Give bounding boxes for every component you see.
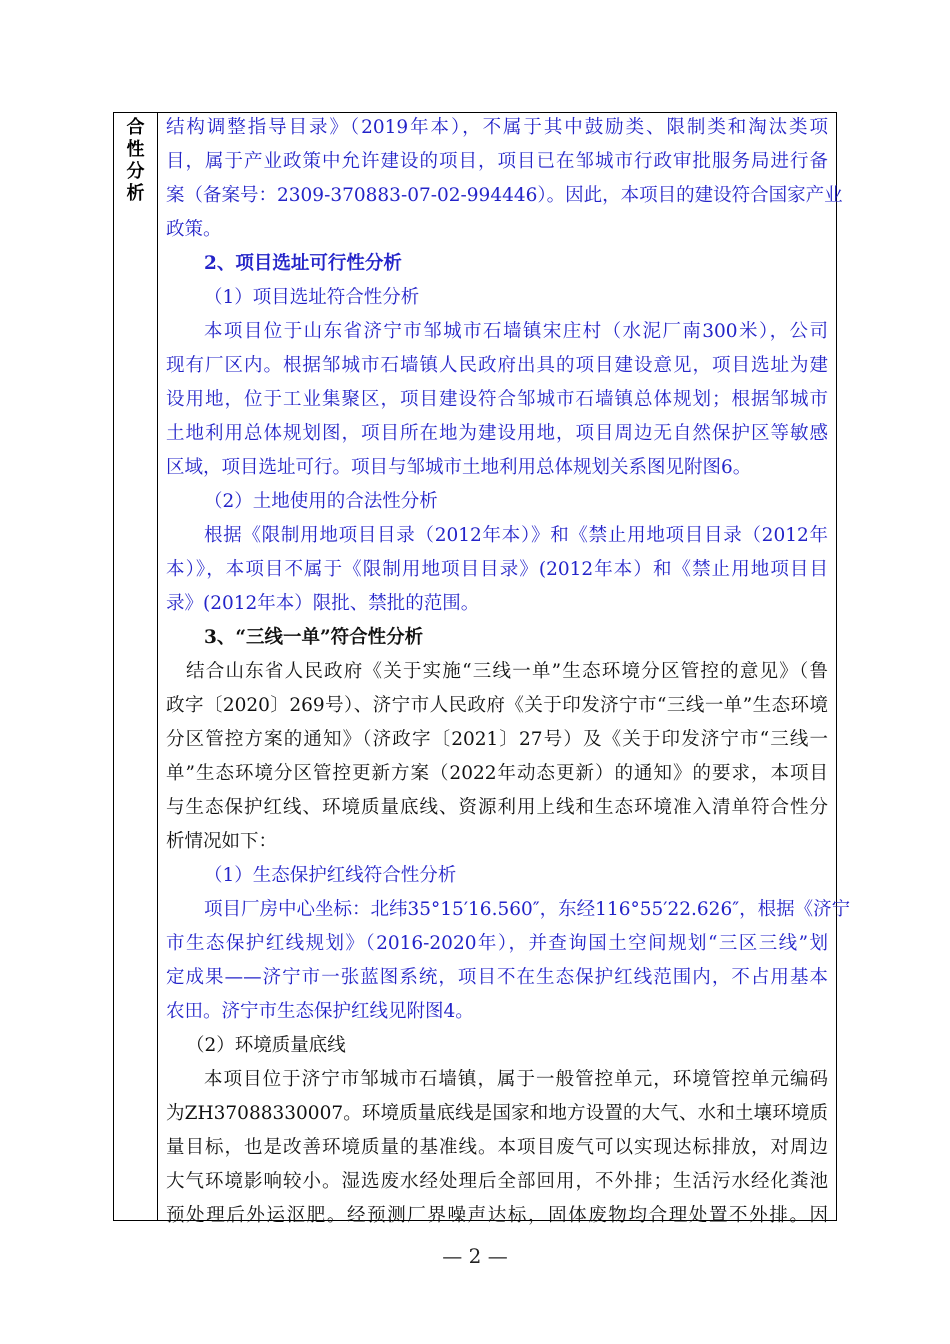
text-line: 政策。 (166, 219, 222, 240)
text-line: 析情况如下： (166, 831, 278, 852)
content-cell (166, 111, 851, 1233)
text-line: 大气环境影响较小。湿选废水经处理后全部回用，不外排；生活污水经化粪池 (166, 1171, 828, 1192)
text-line: 定成果——济宁市一张蓝图系统，项目不在生态保护红线范围内，不占用基本 (166, 967, 828, 988)
text-line: 单”生态环境分区管控更新方案（2022年动态更新）的通知》的要求，本项目 (166, 763, 828, 784)
text-line: 量目标，也是改善环境质量的基准线。本项目废气可以实现达标排放，对周边 (166, 1137, 828, 1158)
text-line: 政字〔2020〕269号）、济宁市人民政府《关于印发济宁市“三线一单”生态环境 (166, 695, 828, 716)
side-label-char: 分 (126, 161, 145, 182)
text-line: 项目厂房中心坐标：北纬35°15′16.560″，东经116°55′22.626″，根据《济宁 (204, 899, 851, 920)
subsection-heading: （2）土地使用的合法性分析 (204, 491, 438, 512)
text-line: 本项目位于山东省济宁市邹城市石墙镇宋庄村（水泥厂南300米），公司 (204, 321, 828, 342)
page-number: — 2 — (442, 1244, 508, 1268)
text-line: 农田。济宁市生态保护红线见附图4。 (166, 1001, 474, 1022)
section-heading: 3、“三线一单”符合性分析 (204, 627, 424, 648)
text-line: 分区管控方案的通知》（济政字〔2021〕27号）及《关于印发济宁市“三线一 (166, 729, 828, 750)
text-line: 录》(2012年本）限批、禁批的范围。 (166, 593, 480, 614)
text-line: 本）》，本项目不属于《限制用地项目目录》(2012年本）和《禁止用地项目目 (166, 559, 828, 580)
section-heading: 2、项目选址可行性分析 (204, 253, 402, 274)
text-line: 为ZH37088330007。环境质量底线是国家和地方设置的大气、水和土壤环境质 (166, 1103, 828, 1124)
text-line: 目，属于产业政策中允许建设的项目，项目已在邹城市行政审批服务局进行备 (166, 151, 828, 172)
column-divider (157, 113, 158, 1220)
side-label (114, 117, 157, 205)
text-line: 案（备案号：2309-370883-07-02-994446）。因此，本项目的建设符合国家产业 (166, 185, 843, 206)
text-line: 与生态保护红线、环境质量底线、资源利用上线和生态环境准入清单符合性分 (166, 797, 828, 818)
text-line: 市生态保护红线规划》（2016-2020年），并查询国土空间规划“三区三线”划 (166, 933, 828, 954)
subsection-heading: （2）环境质量底线 (186, 1035, 346, 1056)
subsection-heading: （1）项目选址符合性分析 (204, 287, 420, 308)
subsection-heading: （1）生态保护红线符合性分析 (204, 865, 457, 886)
text-line: 现有厂区内。根据邹城市石墙镇人民政府出具的项目建设意见，项目选址为建 (166, 355, 828, 376)
side-label-char: 析 (126, 183, 145, 204)
text-line: 本项目位于济宁市邹城市石墙镇，属于一般管控单元，环境管控单元编码 (204, 1069, 828, 1090)
side-label-char: 性 (126, 139, 145, 160)
side-label-char: 合 (126, 117, 145, 138)
text-line: 土地利用总体规划图，项目所在地为建设用地，项目周边无自然保护区等敏感 (166, 423, 828, 444)
text-line: 结合山东省人民政府《关于实施“三线一单”生态环境分区管控的意见》（鲁 (186, 661, 828, 682)
text-line: 预处理后外运沤肥。经预测厂界噪声达标，固体废物均合理处置不外排。因 (166, 1205, 828, 1226)
text-line: 结构调整指导目录》（2019年本），不属于其中鼓励类、限制类和淘汰类项 (166, 117, 828, 138)
text-line: 区域，项目选址可行。项目与邹城市土地利用总体规划关系图见附图6。 (166, 457, 752, 478)
document-table (113, 112, 851, 1226)
text-line: 设用地，位于工业集聚区，项目建设符合邹城市石墙镇总体规划；根据邹城市 (166, 389, 828, 410)
text-line: 根据《限制用地项目目录（2012年本）》和《禁止用地项目目录（2012年 (204, 525, 828, 546)
